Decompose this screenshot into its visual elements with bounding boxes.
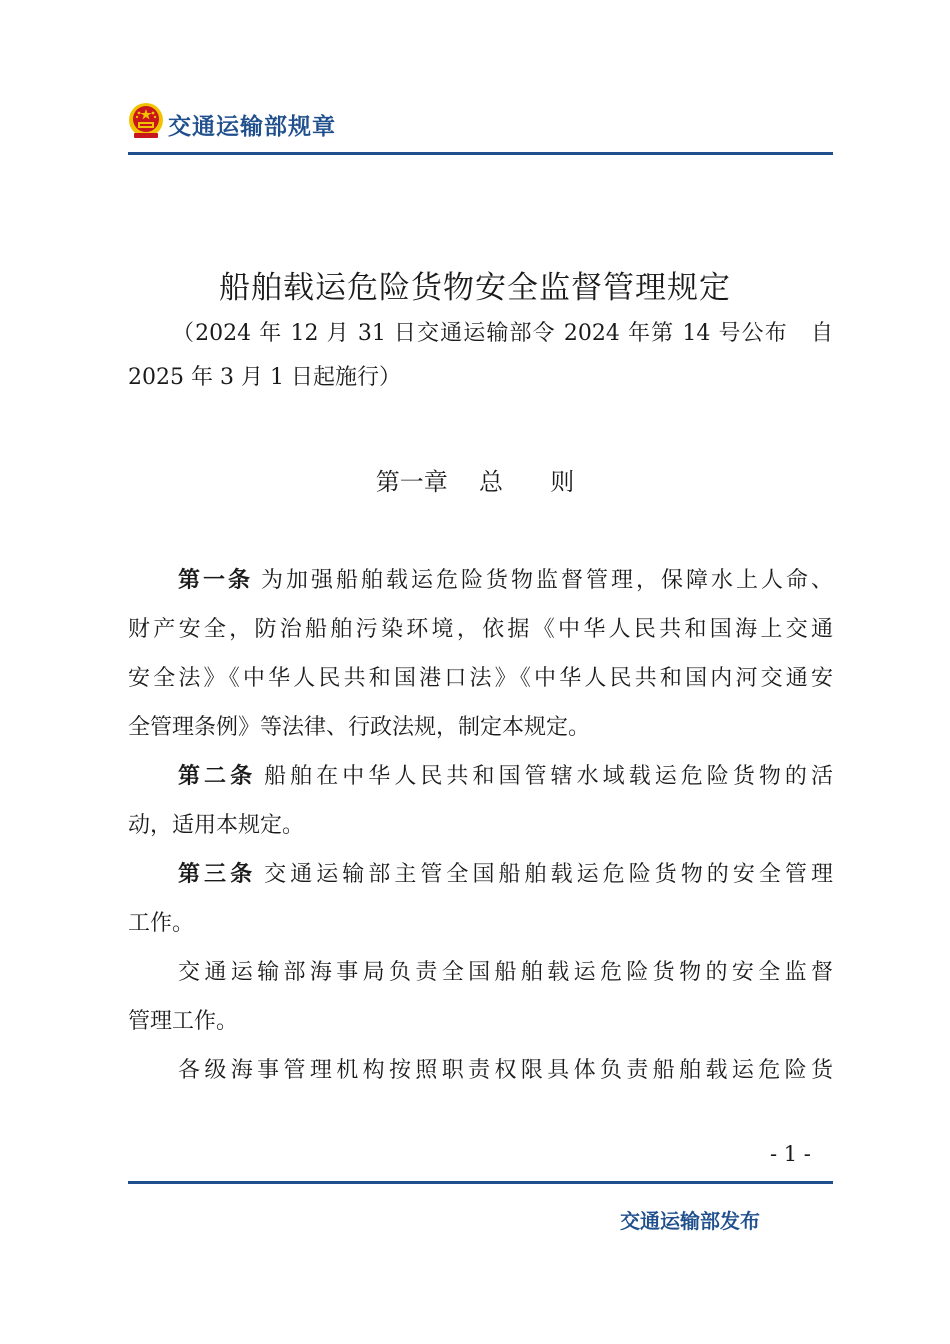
article-1-line-3: 安全法》《中华人民共和国港口法》《中华人民共和国内河交通安: [128, 666, 833, 691]
header: [128, 100, 833, 158]
article-2-label: 第二条: [178, 764, 257, 789]
chapter-title-part-2: 则: [550, 468, 575, 496]
document-body: [128, 556, 833, 1095]
paragraph-4-line-2: 管理工作。: [128, 1009, 239, 1034]
footer-divider: [128, 1181, 833, 1184]
page-number: - 1 -: [770, 1142, 811, 1166]
chapter-title-part-1: 总: [479, 468, 503, 496]
article-3-text-1: 交通运输部主管全国船舶载运危险货物的安全管理: [264, 862, 833, 887]
chapter-heading: [0, 462, 950, 497]
header-title: 交通运输部规章: [168, 114, 336, 140]
paragraph-4-line-1: 交通运输部海事局负责全国船舶载运危险货物的安全监督: [178, 960, 833, 985]
article-2-text-1: 船舶在中华人民共和国管辖水域载运危险货物的活: [264, 764, 833, 789]
chapter-label: 第一章: [375, 468, 448, 496]
article-1-line-1: [128, 556, 833, 605]
paragraph-5-line-1: 各级海事管理机构按照职责权限具体负责船舶载运危险货: [178, 1058, 833, 1083]
national-emblem-icon: [128, 102, 164, 140]
promulgation-line-2: 2025 年 3 月 1 日起施行）: [128, 365, 401, 390]
article-2-line-1: [128, 752, 833, 801]
header-divider: [128, 152, 833, 155]
article-3-line-1: [128, 850, 833, 899]
article-2-line-2: 动，适用本规定。: [128, 813, 305, 838]
footer-publisher: 交通运输部发布: [620, 1209, 760, 1233]
article-1-text-1: 为加强船舶载运危险货物监督管理，保障水上人命、: [261, 568, 833, 593]
article-1-line-2: 财产安全，防治船舶污染环境，依据《中华人民共和国海上交通: [128, 617, 833, 642]
promulgation-note: [128, 312, 833, 400]
promulgation-line-1: （2024 年 12 月 31 日交通运输部令 2024 年第 14 号公布 自: [172, 321, 833, 346]
article-3-line-2: 工作。: [128, 911, 195, 936]
article-1-label: 第一条: [178, 568, 253, 593]
article-1-line-4: 全管理条例》等法律、行政法规，制定本规定。: [128, 715, 591, 740]
document-title: 船舶载运危险货物安全监督管理规定: [219, 270, 731, 306]
article-3-label: 第三条: [178, 862, 257, 887]
